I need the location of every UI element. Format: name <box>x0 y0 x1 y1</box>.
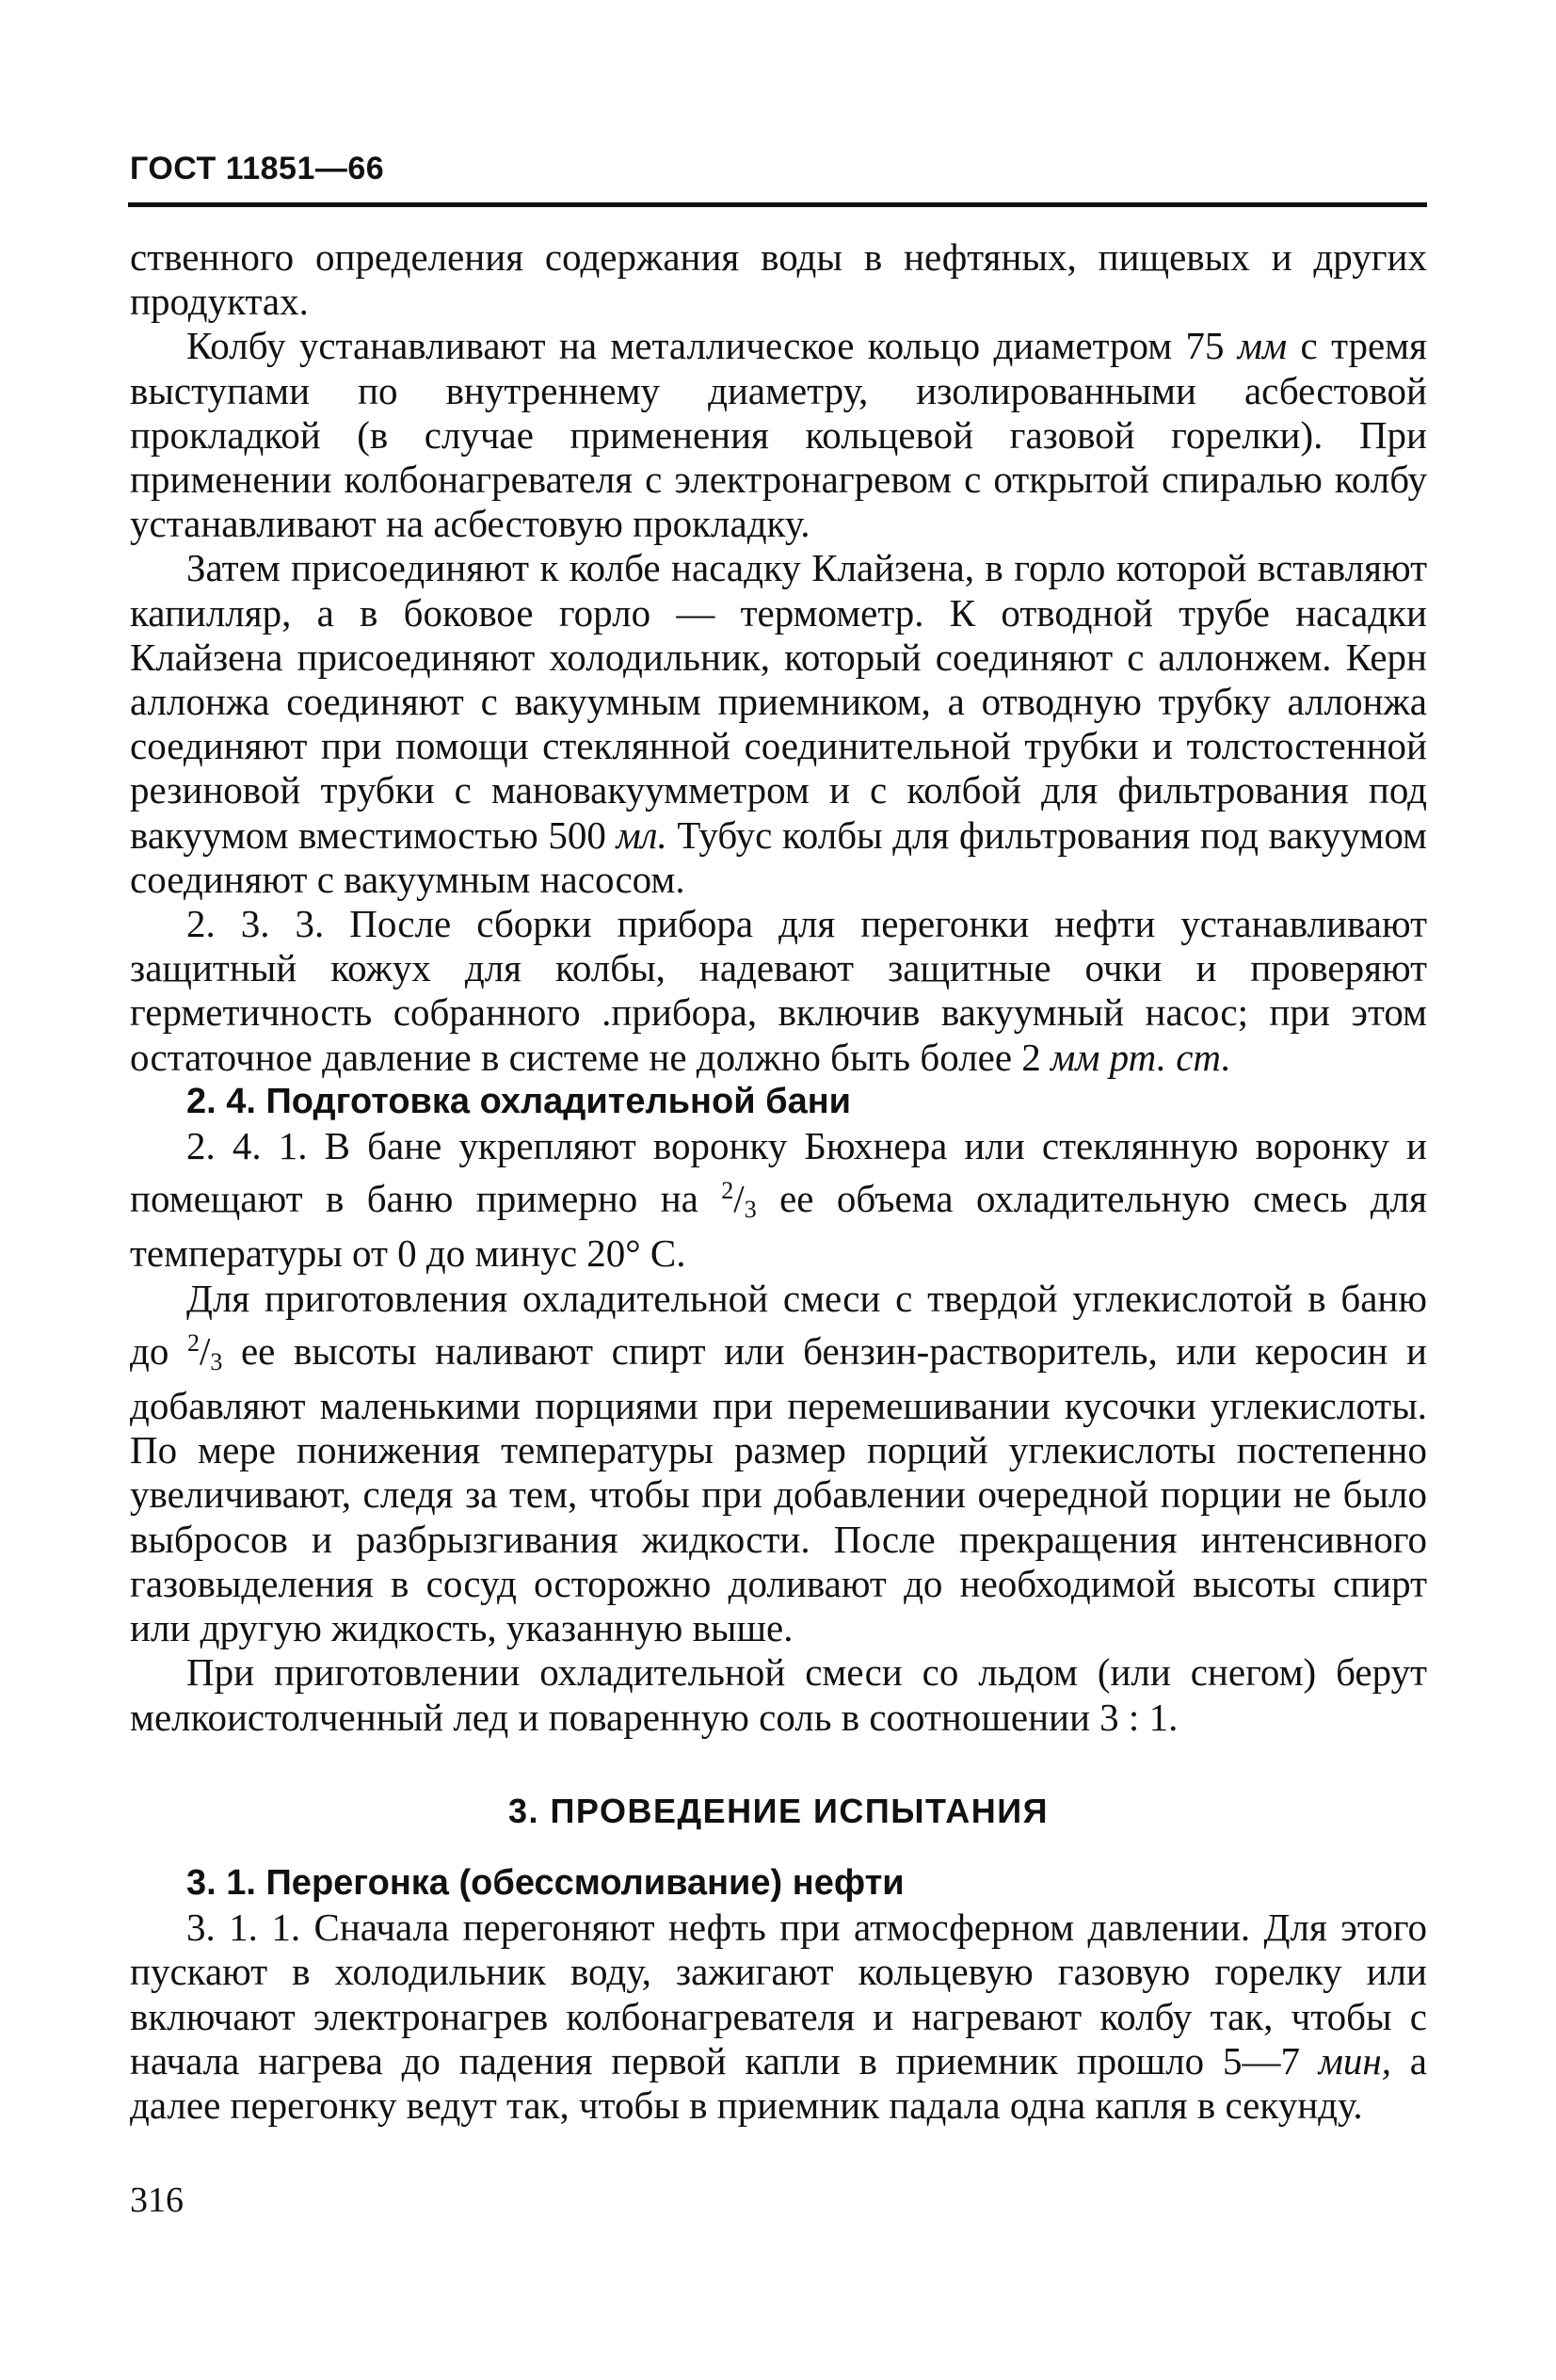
paragraph-3-1-1: 3. 1. 1. Сначала перегоняют нефть при атмосферном давлении. Для этого пускают в холодильник воду, зажигают кольцевую газовую горелку или включают электронагрев колбонагревателя и нагревают колбу так, чтобы с начала нагрева до падения первой капли в приемник прошло 5—7 мин, а далее перегонку ведут так, чтобы в приемник падала одна капля в секунду. <box>130 1906 1427 2127</box>
paragraph-flask-mounting: Колбу устанавливают на металлическое кольцо диаметром 75 мм с тремя выступами по внутреннему диаметру, изолированными асбестовой прокладкой (в случае применения кольцевой газовой горелки). При применении колбонагревателя с электронагревом с открытой спиралью колбу устанавливают на асбестовую прокладку. <box>130 324 1427 546</box>
unit-mm: мм <box>1237 324 1288 368</box>
paragraph-continued: ственного определения содержания воды в нефтяных, пищевых и других продуктах. <box>130 235 1427 324</box>
subsection-heading-2-4: 2. 4. Подготовка охладительной бани <box>186 1081 852 1121</box>
unit-min: мин, <box>1318 2038 1392 2082</box>
paragraph-dry-ice-mixture: Для приготовления охладительной смеси с твердой углекислотой в баню до $^2/_3$ ее высоты наливают спирт или бензин-растворитель, или керосин и добавляют маленькими порциями при перемешивании кусочки углекислоты. По мере понижения температуры размер порций углекислоты постепенно увеличивают, следя за тем, чтобы при добавлении очередной порции не было выбросов и разбрызгивания жидкости. После прекращения интенсивного газовыделения в сосуд осторожно доливают до необходимой высоты спирт или другую жидкость, указанную выше. <box>130 1276 1427 1650</box>
unit-ml: мл. <box>616 812 667 857</box>
section-heading-3: 3. ПРОВЕДЕНИЕ ИСПЫТАНИЯ <box>508 1791 1049 1830</box>
paragraph-claisen-setup: Затем присоединяют к колбе насадку Клайзена, в горло которой вставляют капилляр, а в боковое горло — термометр. К отводной трубе насадки Клайзена присоединяют холодильник, который соединяют с аллонжем. Керн аллонжа соединяют с вакуумным приемником, а отводную трубку аллонжа соединяют при помощи стеклянной соединительной трубки и толстостенной резиновой трубки с мановакуумметром и с колбой для фильтрования под вакуумом вместимостью 500 мл. Тубус колбы для фильтрования под вакуумом соединяют с вакуумным насосом. <box>130 546 1427 901</box>
header-rule <box>128 202 1427 207</box>
paragraph-2-4-1: 2. 4. 1. В бане укрепляют воронку Бюхнера или стеклянную воронку и помещают в баню примерно на $^2/_3$ ее объема охладительную смесь для температуры от 0 до минус 20° С. <box>130 1124 1427 1276</box>
subsection-heading-3-1: 3. 1. Перегонка (обессмоливание) нефти <box>186 1862 905 1903</box>
document-header: ГОСТ 11851—66 <box>130 151 385 186</box>
page-number: 316 <box>130 2180 184 2220</box>
paragraph-2-3-3: 2. 3. 3. После сборки прибора для перегонки нефти устанавливают защитный кожух для колбы, надевают защитные очки и проверяют герметичность собранного .прибора, включив вакуумный насос; при этом остаточное давление в системе не должно быть более 2 мм рт. ст. <box>130 902 1427 1079</box>
fraction-two-thirds-height: $^2/_3$ <box>186 1328 223 1375</box>
paragraph-ice-mixture: При приготовлении охладительной смеси со льдом (или снегом) берут мелкоистолченный лед и поваренную соль в соотношении 3 : 1. <box>130 1650 1427 1739</box>
fraction-two-thirds: $^2/_3$ <box>721 1177 757 1224</box>
document-body <box>130 235 1427 2128</box>
unit-mm-hg: мм рт. ст. <box>1051 1035 1231 1079</box>
